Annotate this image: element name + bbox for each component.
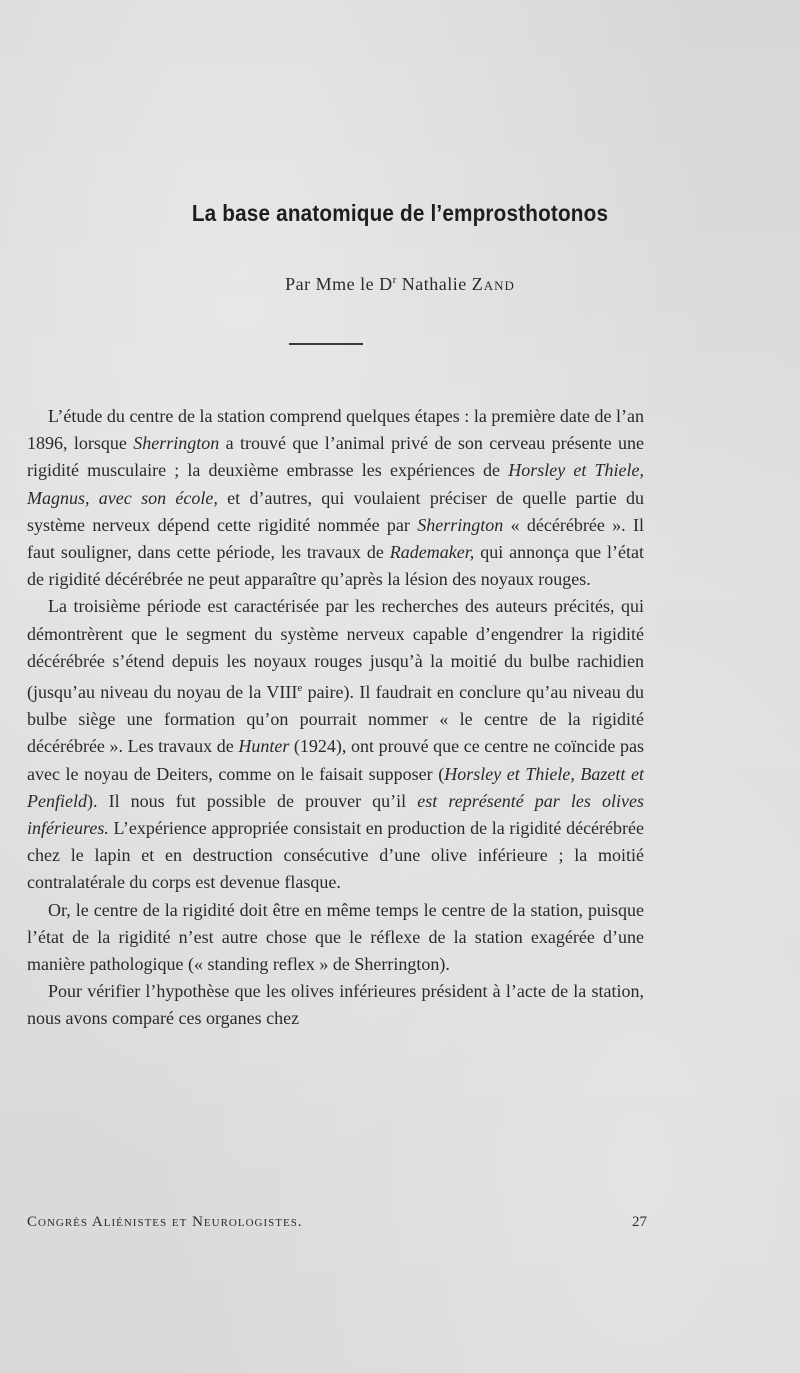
author-name: Nathalie	[396, 274, 472, 294]
body-paragraph	[27, 897, 644, 979]
author-prefix-superscript: r	[392, 274, 397, 286]
italic-run: Rademaker,	[389, 542, 475, 563]
body-paragraph	[27, 593, 644, 896]
running-title: Congrès Aliénistes et Neurologistes.	[27, 1214, 303, 1230]
italic-run: Horsley et Thiele, Magnus, avec son école,	[27, 460, 644, 508]
body-paragraph	[27, 978, 644, 1032]
text-run: L’étude du centre de la station comprend quelques étapes : la première date de l’an 1896, lorsque	[27, 406, 644, 454]
text-run: a trouvé que l’animal privé de son cerveau présente une rigidité musculaire ; la deuxième embrasse les expériences de	[27, 433, 644, 481]
text-run: (1924), ont prouvé que ce centre ne coïncide pas avec le noyau de Deiters, comme on le faisait supposer (	[27, 736, 644, 784]
italic-run: Horsley et Thiele, Bazett et Penfield	[27, 763, 644, 811]
italic-run: Sherrington	[417, 514, 504, 535]
text-run: Or, le centre de la rigidité doit être en même temps le centre de la station, puisque l’état de la rigidité n’est autre chose que le réflexe de la station exagérée d’une manière pathologique (« standing reflex » de Sherrington).	[27, 899, 644, 975]
text-run: qui annonça que l’état de rigidité décérébrée ne peut apparaître qu’après la lésion des noyaux rouges.	[27, 542, 644, 590]
italic-run: Hunter	[238, 736, 290, 757]
title-divider	[289, 343, 363, 345]
text-run: « décérébrée ». Il faut souligner, dans cette période, les travaux de	[27, 514, 644, 563]
author-prefix: Par Mme le D	[285, 274, 393, 294]
article-author	[0, 274, 800, 295]
text-run: La troisième période est caractérisée par les recherches des auteurs précités, qui démontrèrent que le segment du système nerveux capable d’engendrer la rigidité décérébrée s’étend depuis les noyaux rouges jusqu’à la moitié du bulbe rachidien (jusqu’au niveau du noyau de la VIII	[27, 596, 644, 703]
italic-run: est représenté par les olives inférieures.	[27, 790, 644, 839]
author-surname: Zand	[471, 274, 515, 294]
superscript-run: e	[297, 682, 303, 695]
article-body	[27, 403, 644, 1033]
article-title: La base anatomique de l’emprosthotonos	[191, 200, 609, 226]
body-paragraph	[27, 403, 644, 593]
text-run: et d’autres, qui voulaient préciser de quelle partie du système nerveux dépend cette rigidité nommée par	[27, 487, 644, 535]
text-run: L’expérience appropriée consistait en production de la rigidité décérébrée chez le lapin et en destruction consécutive d’une olive inférieure ; la moitié contralatérale du corps est devenue flasque.	[27, 818, 644, 893]
text-run: paire). Il faudrait en conclure qu’au niveau du bulbe siège une formation qu’on pourrait nommer « le centre de la rigidité décérébrée ». Les travaux de	[27, 682, 644, 757]
text-run: ). Il nous fut possible de prouver qu’il	[86, 790, 418, 811]
text-run: Pour vérifier l’hypothèse que les olives inférieures président à l’acte de la station, nous avons comparé ces organes chez	[27, 981, 644, 1029]
italic-run: Sherrington	[133, 433, 220, 454]
page-number: 27	[632, 1214, 647, 1230]
